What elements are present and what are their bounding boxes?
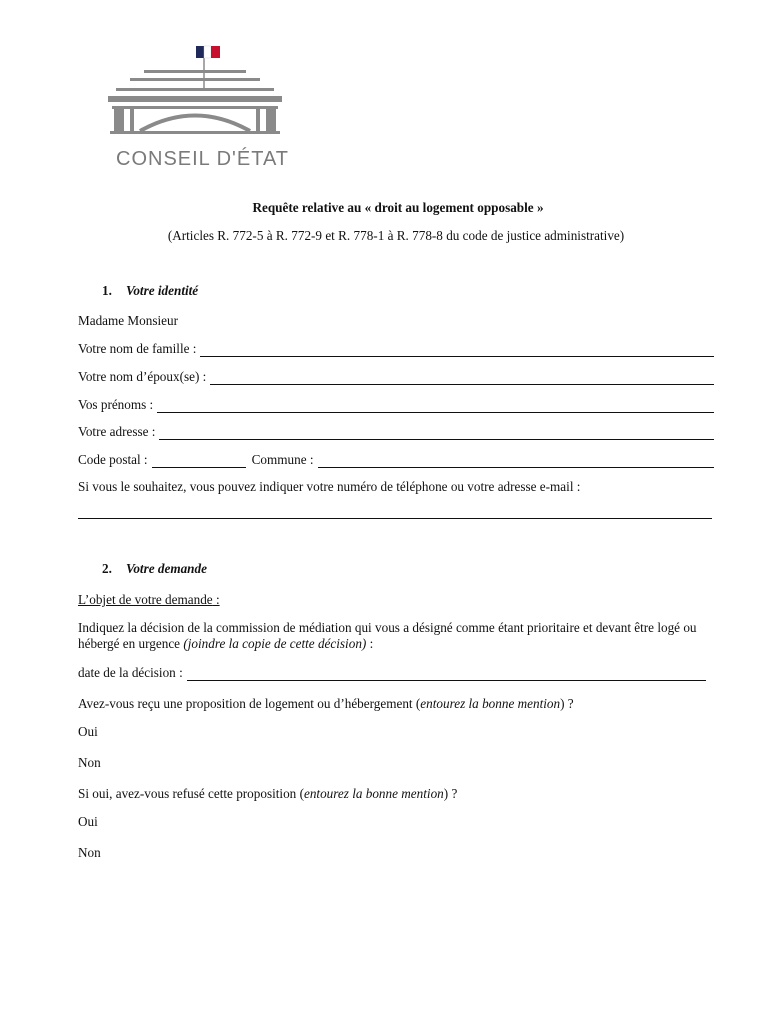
decision-date-label: date de la décision : bbox=[78, 665, 183, 680]
spouse-name-label: Votre nom d’époux(se) : bbox=[78, 369, 207, 384]
postal-commune-field[interactable] bbox=[78, 452, 714, 468]
family-name-field[interactable] bbox=[78, 341, 714, 357]
first-names-label: Vos prénoms : bbox=[78, 397, 154, 412]
decision-date-input-line[interactable] bbox=[187, 668, 706, 681]
request-object-suffix: : bbox=[212, 592, 220, 607]
spouse-name-input-line[interactable] bbox=[210, 372, 714, 385]
q2-option-yes[interactable]: Oui bbox=[78, 814, 98, 829]
section-1-heading bbox=[102, 283, 198, 299]
decision-instruction-end: : bbox=[366, 636, 374, 651]
commune-label: Commune : bbox=[251, 452, 314, 467]
address-label: Votre adresse : bbox=[78, 424, 156, 439]
first-names-field[interactable] bbox=[78, 397, 714, 413]
contact-input-line[interactable] bbox=[78, 518, 712, 519]
request-object-heading bbox=[78, 592, 220, 608]
q2-option-no[interactable]: Non bbox=[78, 845, 101, 860]
question-1-end: ) ? bbox=[560, 696, 574, 711]
decision-instruction-text: Indiquez la décision de la commission de médiation qui vous a désigné comme étant prioritaire et devant être logé ou hébergé en urgence bbox=[78, 620, 697, 651]
postal-code-input-line[interactable] bbox=[152, 455, 246, 468]
address-field[interactable] bbox=[78, 424, 714, 440]
section-1-number: 1. bbox=[102, 283, 112, 298]
question-1-text: Avez-vous reçu une proposition de logement ou d’hébergement ( bbox=[78, 696, 421, 711]
contact-note: Si vous le souhaitez, vous pouvez indiquer votre numéro de téléphone ou votre adresse e-mail : bbox=[78, 479, 581, 494]
family-name-label: Votre nom de famille : bbox=[78, 341, 197, 356]
question-offer-refused bbox=[78, 786, 457, 802]
commune-input-line[interactable] bbox=[318, 455, 714, 468]
first-names-input-line[interactable] bbox=[157, 400, 714, 413]
section-2-heading bbox=[102, 561, 207, 577]
section-2-number: 2. bbox=[102, 561, 112, 576]
decision-instruction bbox=[78, 620, 714, 652]
decision-date-field[interactable] bbox=[78, 665, 706, 681]
q1-option-yes[interactable]: Oui bbox=[78, 724, 98, 739]
spouse-name-field[interactable] bbox=[78, 369, 714, 385]
family-name-input-line[interactable] bbox=[200, 344, 714, 357]
decision-instruction-italic: (joindre la copie de cette décision) bbox=[183, 636, 367, 651]
question-2-end: ) ? bbox=[443, 786, 458, 801]
request-object-label: L’objet de votre demande bbox=[78, 592, 213, 607]
question-1-italic: entourez la bonne mention bbox=[420, 696, 561, 711]
logo-text: CONSEIL D'ÉTAT bbox=[116, 148, 290, 170]
document-subtitle: (Articles R. 772-5 à R. 772-9 et R. 778-1 à R. 778-8 du code de justice administrative) bbox=[167, 228, 625, 243]
section-1-title: Votre identité bbox=[126, 283, 199, 298]
question-2-text: Si oui, avez-vous refusé cette proposition ( bbox=[78, 786, 304, 801]
question-2-italic: entourez la bonne mention bbox=[303, 786, 444, 801]
q1-option-no[interactable]: Non bbox=[78, 755, 101, 770]
civility-options[interactable]: Madame Monsieur bbox=[78, 313, 178, 328]
postal-code-label: Code postal : bbox=[78, 452, 148, 467]
question-offer-received bbox=[78, 696, 574, 712]
address-input-line[interactable] bbox=[159, 427, 714, 440]
section-2-title: Votre demande bbox=[126, 561, 207, 576]
document-title: Requête relative au « droit au logement opposable » bbox=[252, 200, 544, 215]
